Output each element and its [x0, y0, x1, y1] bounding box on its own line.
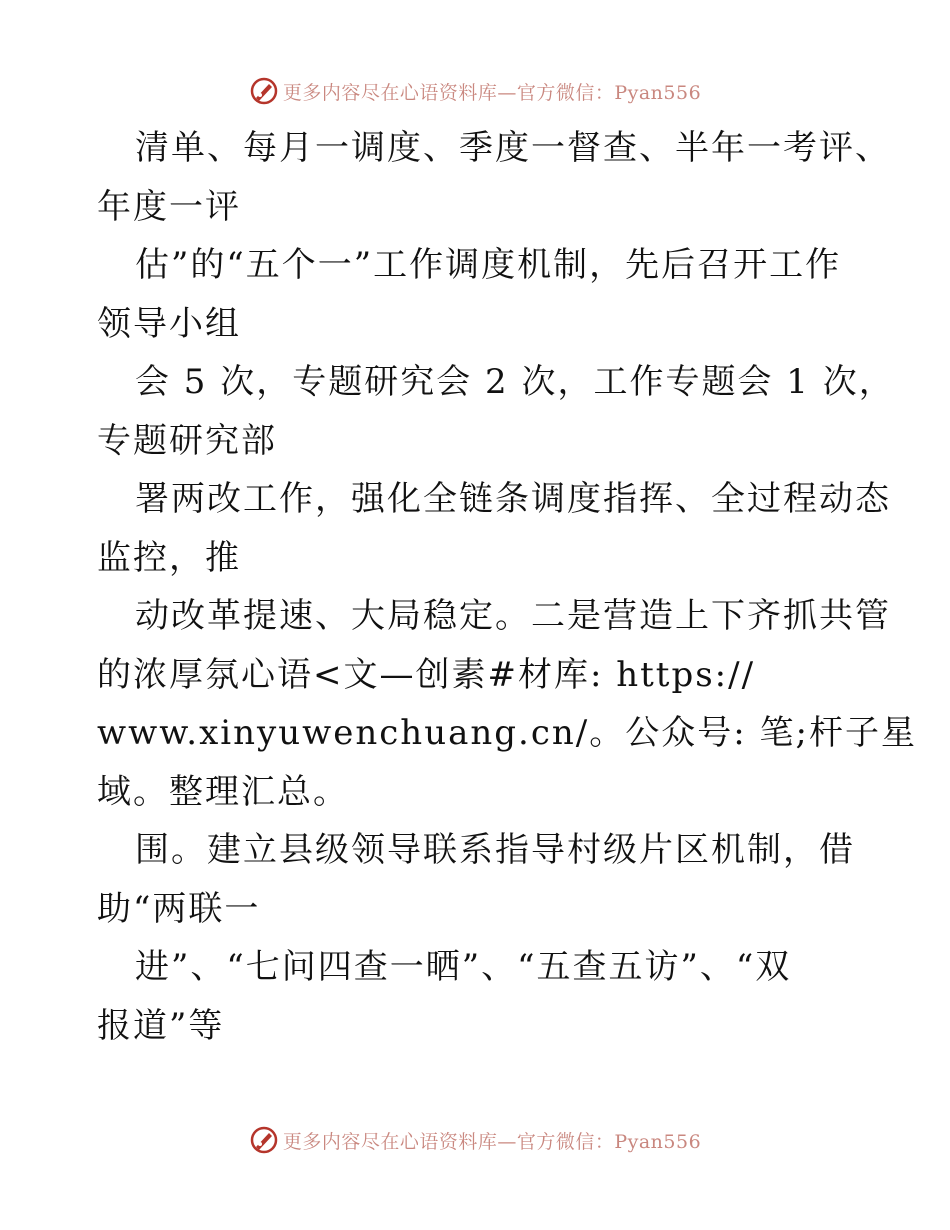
text-line: 年度一评: [97, 186, 241, 227]
text-line: 报道”等: [97, 1005, 225, 1046]
text-line: 监控，推: [97, 537, 241, 578]
header-text: 更多内容尽在心语资料库—官方微信：Pyan556: [282, 81, 702, 104]
text-line: 领导小组: [97, 303, 241, 344]
text-line: 动改革提速、大局稳定。二是营造上下齐抓共管: [135, 596, 891, 636]
header-banner: [0, 71, 950, 111]
text-line: 会 5 次，专题研究会 2 次，工作专题会 1 次，: [135, 362, 895, 402]
text-line: 估”的“五个一”工作调度机制，先后召开工作: [135, 245, 842, 285]
text-line: www.xinyuwenchuang.cn/。公众号: 笔;杆子星: [97, 713, 917, 753]
text-line: 进”、“七问四查一晒”、“五查五访”、“双: [135, 947, 792, 987]
footer-banner: [0, 1120, 950, 1160]
document-body: [97, 119, 917, 1055]
pen-logo-icon: [249, 1125, 279, 1155]
text-line: 署两改工作，强化全链条调度指挥、全过程动态: [135, 479, 891, 519]
text-line: 助“两联一: [97, 888, 261, 929]
footer-text: 更多内容尽在心语资料库—官方微信：Pyan556: [282, 1130, 702, 1153]
text-line: 围。建立县级领导联系指导村级片区机制，借: [135, 830, 855, 870]
text-line: 的浓厚氛心语<文—创素#材库: https://: [97, 654, 756, 695]
text-line: 专题研究部: [97, 420, 277, 461]
text-line: 域。整理汇总。: [97, 771, 349, 812]
pen-logo-icon: [249, 76, 279, 106]
text-line: 清单、每月一调度、季度一督查、半年一考评、: [135, 128, 891, 168]
